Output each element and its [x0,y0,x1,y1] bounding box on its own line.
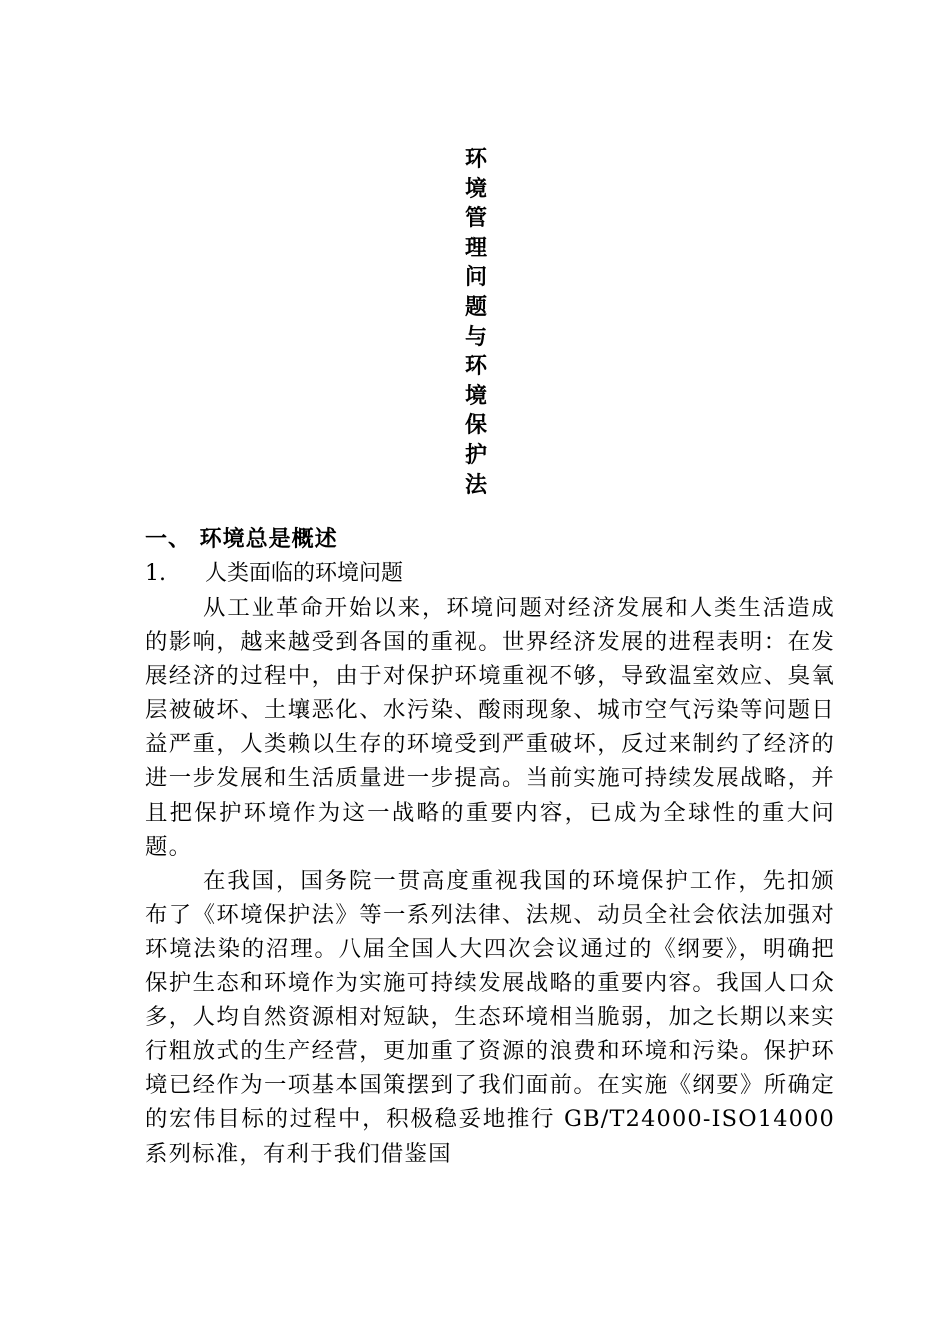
subsection-number: 1. [145,561,166,586]
document-body [145,523,835,1171]
paragraph-2: 在我国，国务院一贯高度重视我国的环境保护工作，先扣颁布了《环境保护法》等一系列法律、法规、动员全社会依法加强对环境法染的沼理。八届全国人大四次会议通过的《纲要》，明确把保护生态和环境作为实施可持续发展战略的重要内容。我国人口众多，人均自然资源相对短缺，生态环境相当脆弱，加之长期以来实行粗放式的生产经营，更加重了资源的浪费和环境和污染。保护环境已经作为一项基本国策摆到了我们面前。在实施《纲要》所确定的宏伟目标的过程中，积极稳妥地推行 GB/T24000-ISO14000 系列标准，有利于我们借鉴国 [145,867,835,1167]
document-title: 环境管理问题与环境保护法 [464,147,487,498]
subsection-heading [145,557,835,591]
section-heading: 一、 环境总是概述 [145,527,338,552]
paragraph-1: 从工业革命开始以来，环境问题对经济发展和人类生活造成的影响，越来越受到各国的重视。世界经济发展的进程表明：在发展经济的过程中，由于对保护环境重视不够，导致温室效应、臭氧层被破坏、土壤恶化、水污染、酸雨现象、城市空气污染等问题日益严重，人类赖以生存的环境受到严重破坏，反过来制约了经济的进一步发展和生活质量进一步提高。当前实施可持续发展战略，并且把保护环境作为这一战略的重要内容，已成为全球性的重大问题。 [145,595,835,860]
subsection-title: 人类面临的环境问题 [205,561,404,586]
